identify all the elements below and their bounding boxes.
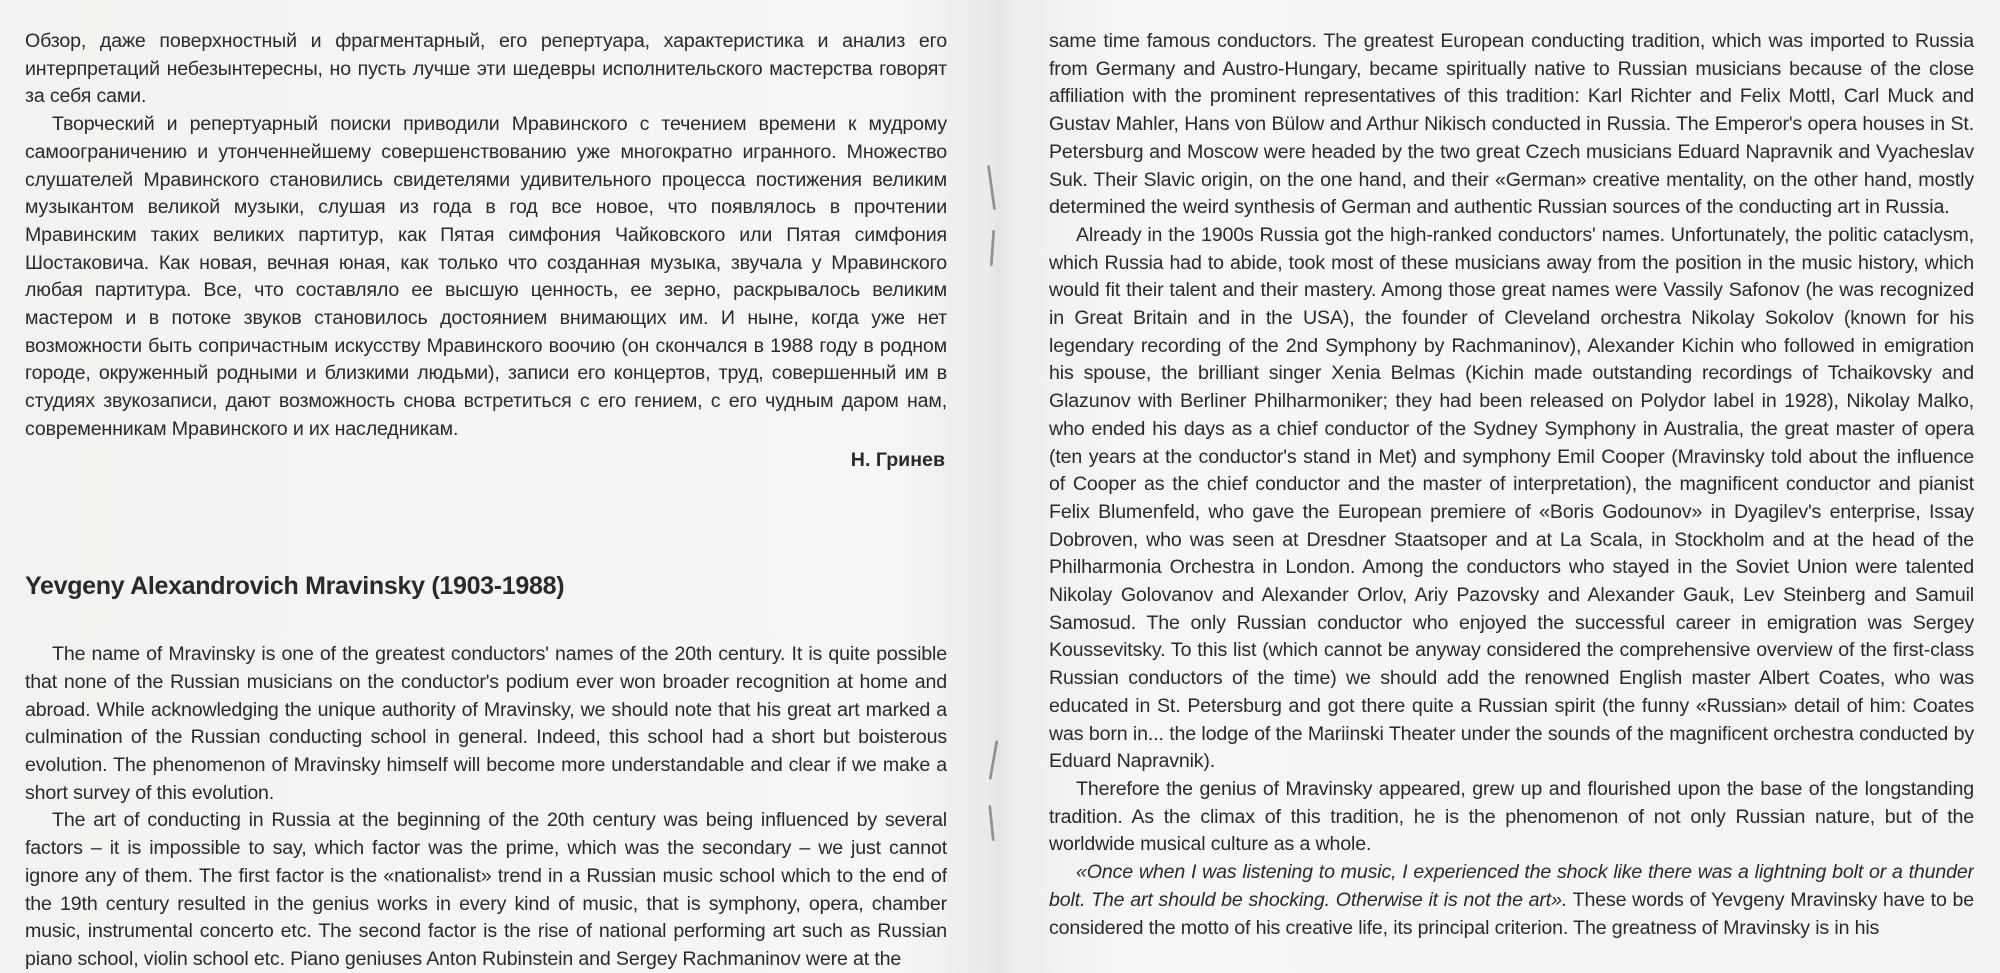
- left-page: [25, 0, 947, 973]
- ru-paragraph-1: Обзор, даже поверхностный и фрагментарный, его репертуара, характеристика и анализ его интерпретаций небезынтересны, но пусть лучше эти шедевры исполнительского мастерства говорят за себя сами.: [25, 30, 947, 108]
- en-paragraph-1: The name of Mravinsky is one of the greatest conductors' names of the 20th century. It is quite possible that none of the Russian musicians on the conductor's podium ever won broader recognition at home and abroad. While acknowledging the unique authority of Mravinsky, we should note that his great art marked a culmination of the Russian conducting school in general. Indeed, this school had a short but boisterous evolution. The phenomenon of Mravinsky himself will become more understandable and clear if we make a short survey of this evolution.: [25, 643, 947, 804]
- right-paragraph-3: Therefore the genius of Mravinsky appeared, grew up and flourished upon the base of the longstanding tradition. As the climax of this tradition, he is the phenomenon of not only Russian nature, but of the worldwide musical culture as a whole.: [1049, 777, 1974, 856]
- right-paragraph-1: same time famous conductors. The greatest European conducting tradition, which was imported to Russia from Germany and Austro-Hungary, became spiritually native to Russian musicians because of the close affiliation with the prominent representatives of this tradition: Karl Richter and Felix Mottl, Carl Muck and Gustav Mahler, Hans von Bülow and Arthur Nikisch conducted in Russia. The Emperor's opera houses in St. Petersburg and Moscow were headed by the two great Czech musicians Eduard Napravnik and Vyacheslav Suk. Their Slavic origin, on the one hand, and their «German» creative mentality, on the other hand, mostly determined the weird synthesis of German and authentic Russian sources of the conducting art in Russia.: [1049, 30, 1974, 219]
- section-title: Yevgeny Alexandrovich Mravinsky (1903-1988): [25, 572, 565, 601]
- en-paragraph-2: The art of conducting in Russia at the beginning of the 20th century was being influenced by several factors – it is impossible to say, which factor was the prime, which was the secondary – we just cannot ignore any of them. The first factor is the «nationalist» trend in a Russian music school which to the end of the 19th century resulted in the genius works in every kind of music, that is symphony, opera, chamber music, instrumental concerto etc. The second factor is the rise of national performing art such as Russian piano school, violin school etc. Piano geniuses Anton Rubinstein and Sergey Rachmaninov were at the: [25, 809, 947, 970]
- ru-paragraph-2: Творческий и репертуарный поиски приводили Мравинского с течением времени к мудрому самоограничению и утонченнейшему совершенствованию уже многократно игранного. Множество слушателей Мравинского становились свидетелями удивительного процесса постижения великим музыкантом великой музыки, слушая из года в год все новое, что появлялось в прочтении Мравинским таких великих партитур, как Пятая симфония Чайковского или Пятая симфония Шостаковича. Как новая, вечная юная, как только что созданная музыка, звучала у Мравинского любая партитура. Все, что составляло ее высшую ценность, ее зерно, раскрывалось великим мастером и в потоке звуков становилось достоянием внимающих им. И ныне, когда уже нет возможности быть сопричастным искусству Мравинского воочию (он скончался в 1988 году в родном городе, окруженный родными и близкими людьми), записи его концертов, труд, совершенный им в студиях звукозаписи, дают возможность снова встретиться с его гением, с его чудным даром нам, современникам Мравинского и их наследникам.: [25, 113, 947, 440]
- staple-bottom: [989, 740, 999, 780]
- staple-top-2: [990, 230, 996, 266]
- right-paragraph-4: [1049, 859, 1974, 942]
- quote-continuation: These words of Yevgeny Mravinsky have to be considered the motto of his creative life, its principal criterion. The greatness of Mravinsky is in his: [1049, 888, 1974, 939]
- staple-bottom-2: [988, 805, 995, 841]
- right-paragraph-2: Already in the 1900s Russia got the high-ranked conductors' names. Unfortunately, the politic cataclysm, which Russia had to abide, took most of these musicians away from the position in the music history, which would fit their talent and their mastery. Among those great names were Vassily Safonov (he was recognized in Great Britain and in the USA), the founder of Cleveland orchestra Nikolay Sokolov (known for his legendary recording of the 2nd Symphony by Rachmaninov), Alexander Kichin who followed in emigration his spouse, the brilliant singer Xenia Belmas (Kichin made outstanding recordings of Tchaikovsky and Glazunov with Berliner Philharmoniker; they had been released on Polydor label in 1928), Nikolay Malko, who ended his days as a chief conductor of the Sydney Symphony in Australia, the great master of opera (ten years at the conductor's stand in Met) and symphony Emil Cooper (Mravinsky told about the influence of Cooper as the chief conductor and the master of interpretation), the magnificent conductor and pianist Felix Blumenfeld, who gave the European premiere of «Boris Godounov» in Dyagilev's enterprise, Issay Dobroven, who was seen at Dresdner Staatsoper and at La Scala, in Stockholm and at the head of the Philharmonia Orchestra in London. Among the conductors who stayed in the Soviet Union were talented Nikolay Golovanov and Alexander Orlov, Ariy Pazovsky and Alexander Gauk, Lev Steinberg and Samuil Samosud. The only Russian conductor who enjoyed the successful career in emigration was Sergey Koussevitsky. To this list (which cannot be anyway considered the comprehensive overview of the first-class Russian conductors of the time) we should add the renowned English master Albert Coates, who was educated in St. Petersburg and got there quite a Russian spirit (the funny «Russian» detail of him: Coates was born in... the lodge of the Mariinski Theater under the sounds of the magnificent orchestra conducted by Eduard Napravnik).: [1049, 223, 1974, 773]
- author-signature: Н. Гринев: [850, 448, 945, 471]
- mravinsky-quote: «Once when I was listening to music, I experienced the shock like there was a lightning bolt or a thunder bolt. The art should be shocking. Otherwise it is not the art».: [1049, 861, 1974, 911]
- staple-top: [987, 165, 996, 210]
- right-page: [1049, 0, 1974, 973]
